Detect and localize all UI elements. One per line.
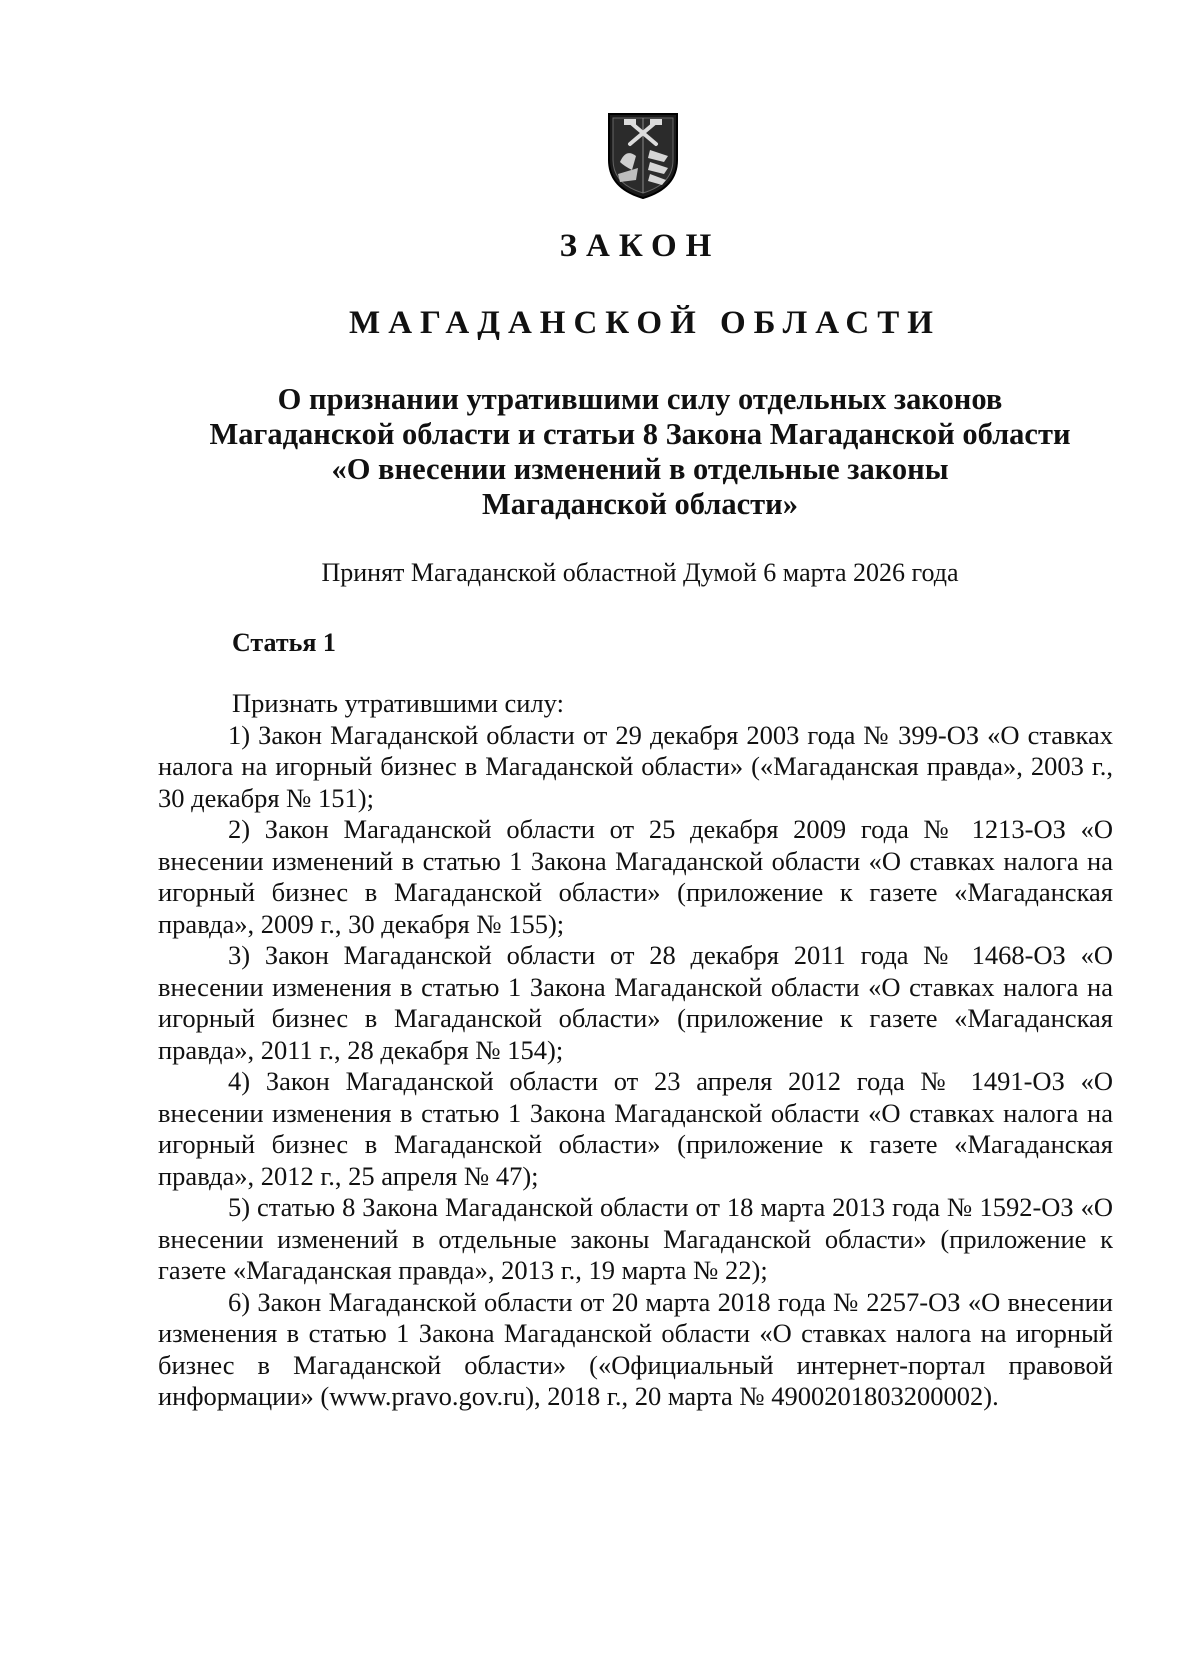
- law-heading-line: О признании утратившими силу отдельных законов: [277, 382, 1003, 416]
- law-heading-line: «О внесении изменений в отдельные законы: [331, 452, 949, 486]
- article-intro: Признать утратившими силу:: [232, 688, 564, 718]
- list-item: 5) статью 8 Закона Магаданской области от 18 марта 2013 года № 1592-ОЗ «О внесении изменений в отдельные законы Магаданской области» (приложение к газете «Магаданская правда», 2013 г., 19 марта № 22);: [158, 1192, 1113, 1285]
- law-heading: [160, 382, 1120, 522]
- law-heading-line: Магаданской области»: [482, 487, 798, 521]
- document-title: ЗАКОН: [559, 228, 721, 264]
- article-title: Статья 1: [232, 628, 336, 657]
- list-item: 2) Закон Магаданской области от 25 декабря 2009 года № 1213-ОЗ «О внесении изменений в статью 1 Закона Магаданской области «О ставках налога на игорный бизнес в Магаданской области» (приложение к газете «Магаданская правда», 2009 г., 30 декабря № 155);: [158, 814, 1113, 939]
- article-body: [158, 688, 1113, 1413]
- list-item: 4) Закон Магаданской области от 23 апреля 2012 года № 1491-ОЗ «О внесении изменения в статью 1 Закона Магаданской области «О ставках налога на игорный бизнес в Магаданской области» (приложение к газете «Магаданская правда», 2012 г., 25 апреля № 47);: [158, 1066, 1113, 1191]
- coat-of-arms-icon: [606, 110, 680, 200]
- list-item: 6) Закон Магаданской области от 20 марта 2018 года № 2257-ОЗ «О внесении изменения в статью 1 Закона Магаданской области «О ставках налога на игорный бизнес в Магаданской области» («Официальный интернет-портал правовой информации» (www.pravo.gov.ru), 2018 г., 20 марта № 4900201803200002).: [158, 1286, 1113, 1411]
- adoption-statement: Принят Магаданской областной Думой 6 марта 2026 года: [321, 558, 959, 587]
- list-item: 1) Закон Магаданской области от 29 декабря 2003 года № 399-ОЗ «О ставках налога на игорный бизнес в Магаданской области» («Магаданская правда», 2003 г., 30 декабря № 151);: [158, 719, 1113, 813]
- list-item: 3) Закон Магаданской области от 28 декабря 2011 года № 1468-ОЗ «О внесении изменения в статью 1 Закона Магаданской области «О ставках налога на игорный бизнес в Магаданской области» (приложение к газете «Магаданская правда», 2011 г., 28 декабря № 154);: [158, 940, 1113, 1065]
- document-region: МАГАДАНСКОЙ ОБЛАСТИ: [349, 305, 941, 341]
- law-heading-line: Магаданской области и статьи 8 Закона Магаданской области: [209, 417, 1071, 451]
